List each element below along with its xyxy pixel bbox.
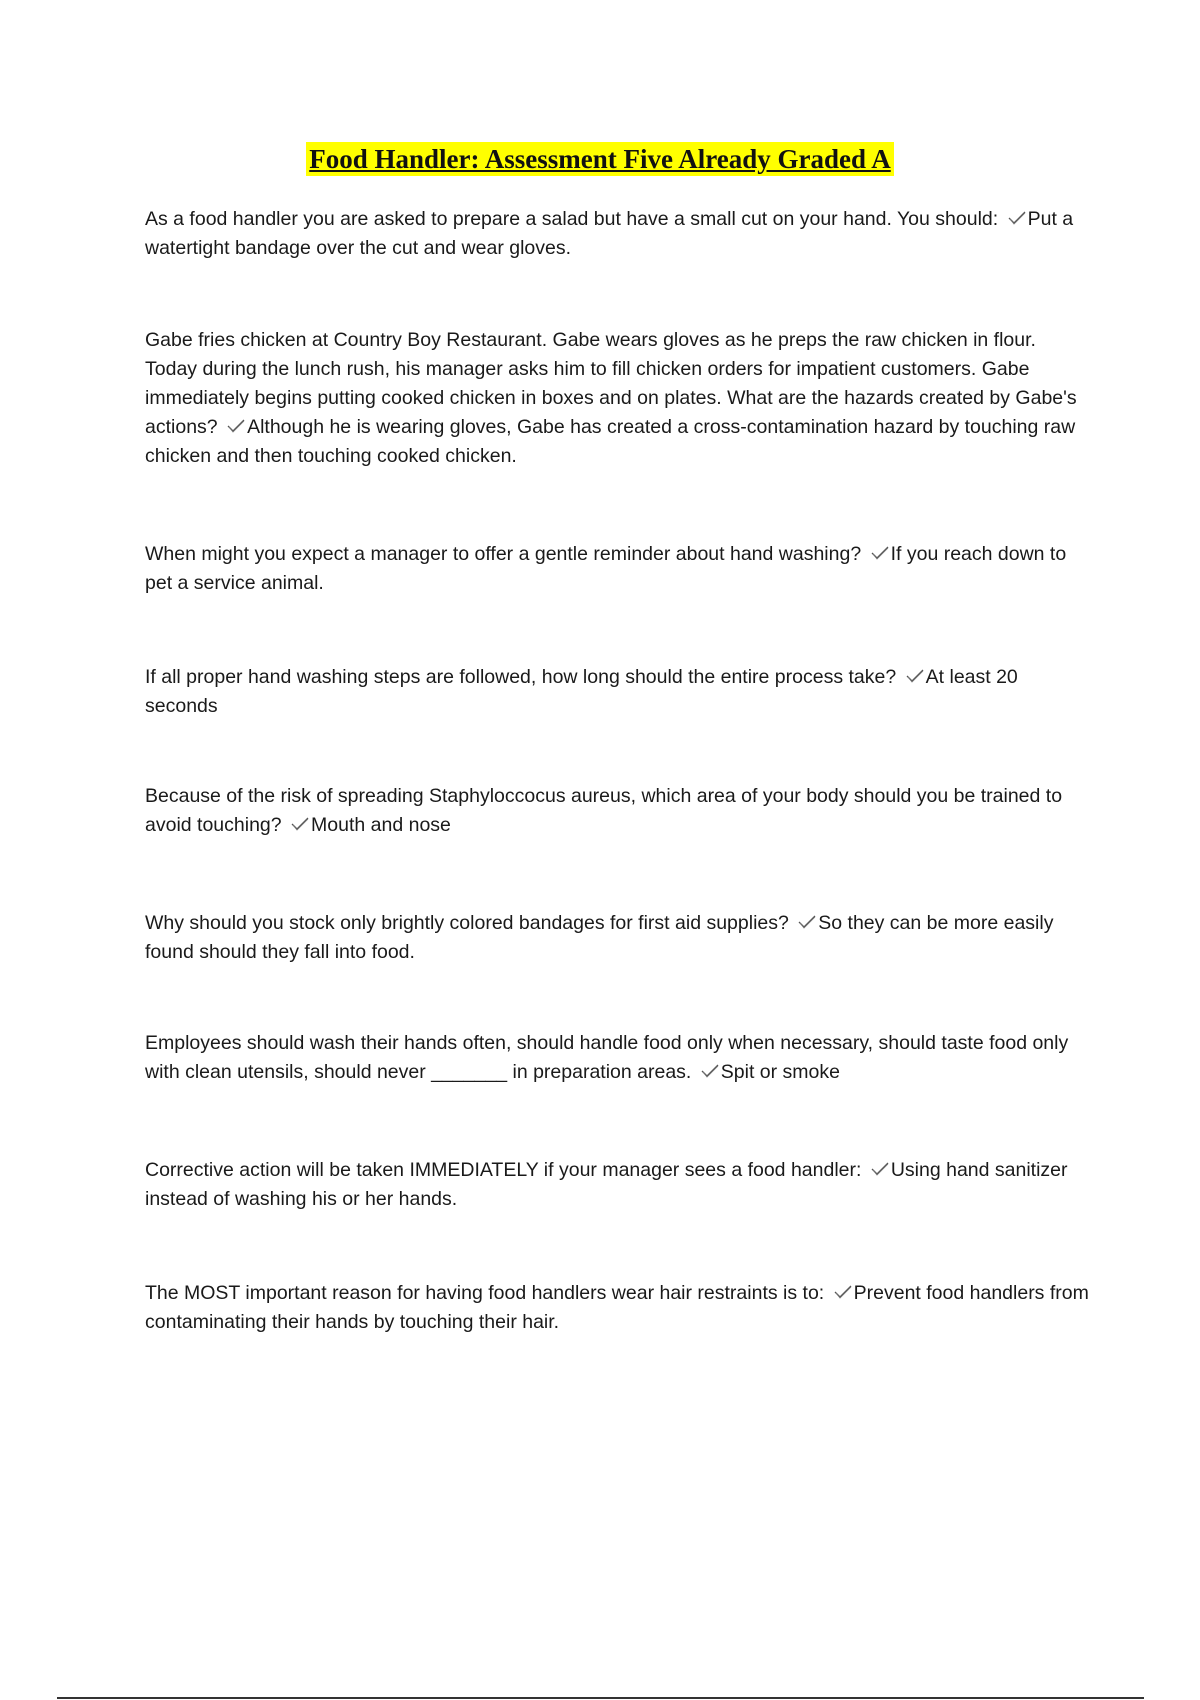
check-icon [700, 1063, 720, 1079]
question-text: Why should you stock only brightly colored bandages for first aid supplies? [145, 912, 789, 934]
qa-item-4 [145, 663, 1090, 721]
qa-item-7 [145, 1029, 1090, 1087]
footer-divider [57, 1697, 1144, 1699]
check-icon [870, 545, 890, 561]
check-icon [797, 914, 817, 930]
answer-text: Prevent food handlers from contaminating their hands by touching their hair. [145, 1282, 1089, 1333]
document-title: Food Handler: Assessment Five Already Graded A [306, 142, 894, 176]
answer-text: Although he is wearing gloves, Gabe has created a cross-contamination hazard by touching raw chicken and then touching cooked chicken. [145, 416, 1076, 467]
question-text: Because of the risk of spreading Staphyloccocus aureus, which area of your body should you be trained to avoid touching? [145, 785, 1063, 836]
question-text: Employees should wash their hands often, should handle food only when necessary, should taste food only with clean utensils, should never _______ in preparation areas. [145, 1032, 1069, 1083]
question-text: If all proper hand washing steps are followed, how long should the entire process take? [145, 666, 897, 688]
question-text: As a food handler you are asked to prepare a salad but have a small cut on your hand. You should: [145, 208, 999, 230]
qa-item-6 [145, 909, 1090, 967]
qa-item-8 [145, 1156, 1090, 1214]
check-icon [833, 1284, 853, 1300]
check-icon [905, 668, 925, 684]
qa-item-9 [145, 1279, 1090, 1337]
question-text: Corrective action will be taken IMMEDIATELY if your manager sees a food handler: [145, 1159, 862, 1181]
check-icon [1007, 210, 1027, 226]
qa-item-5 [145, 782, 1090, 840]
answer-text: At least 20 seconds [145, 666, 1018, 717]
answer-text: Put a watertight bandage over the cut and wear gloves. [145, 208, 1074, 259]
question-text: The MOST important reason for having food handlers wear hair restraints is to: [145, 1282, 825, 1304]
answer-text: Spit or smoke [720, 1061, 840, 1083]
answer-text: So they can be more easily found should they fall into food. [145, 912, 1054, 963]
qa-item-3 [145, 540, 1090, 598]
check-icon [226, 418, 246, 434]
question-text: When might you expect a manager to offer a gentle reminder about hand washing? [145, 543, 862, 565]
answer-text: Using hand sanitizer instead of washing his or her hands. [145, 1159, 1068, 1210]
question-text: Gabe fries chicken at Country Boy Restaurant. Gabe wears gloves as he preps the raw chicken in flour. Today during the lunch rush, his manager asks him to fill chicken orders for impatient customers. Gabe immediately begins putting cooked chicken in boxes and on plates. What are the hazards created by Gabe's actions? [145, 329, 1077, 438]
answer-text: Mouth and nose [311, 814, 451, 836]
answer-text: If you reach down to pet a service animal. [145, 543, 1067, 594]
qa-item-1 [145, 205, 1090, 263]
qa-item-2 [145, 326, 1090, 471]
title-container [0, 142, 1200, 176]
check-icon [290, 816, 310, 832]
check-icon [870, 1161, 890, 1177]
